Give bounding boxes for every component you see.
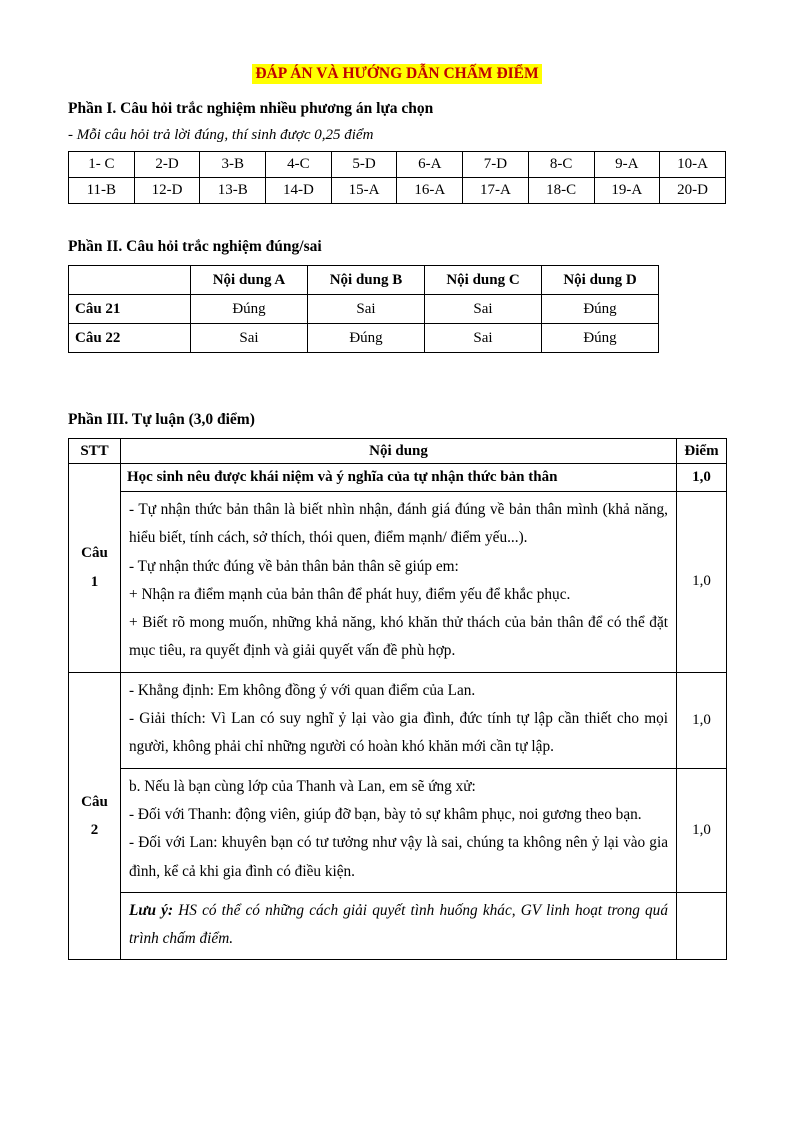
cau2-block1-line: - Khẳng định: Em không đồng ý với quan điểm của Lan. xyxy=(129,681,476,699)
cau1-label-num: 1 xyxy=(90,573,99,590)
answer-cell: 12-D xyxy=(134,178,200,204)
part3-header-row xyxy=(69,439,727,464)
part3-col-stt: STT xyxy=(69,439,121,464)
cau1-label-word: Câu xyxy=(81,545,108,562)
cau1-criterion-score: 1,0 xyxy=(677,464,727,492)
truefalse-cell: Sai xyxy=(191,324,308,353)
truefalse-cell: Đúng xyxy=(191,295,308,324)
answer-cell: 6-A xyxy=(397,152,463,178)
note-text: HS có thể có những cách giải quyết tình huống khác, GV linh hoạt trong quá trình chấm điểm. xyxy=(129,901,668,948)
title-row xyxy=(68,64,726,84)
answer-cell: 19-A xyxy=(594,178,660,204)
part2-header-cell: Nội dung C xyxy=(425,266,542,295)
answer-row-2 xyxy=(69,178,726,204)
cau2-label-num: 2 xyxy=(90,822,99,839)
part2-header-cell: Nội dung A xyxy=(191,266,308,295)
answer-cell: 1- C xyxy=(69,152,135,178)
cau2-block2-line: - Đối với Lan: khuyên bạn có tư tưởng như vậy là sai, chúng ta không nên ỷ lại vào gia đình, kể cả khi gia đình có điều kiện. xyxy=(129,834,668,880)
note-label: Lưu ý: xyxy=(129,901,174,919)
part1-note: - Mỗi câu hỏi trả lời đúng, thí sinh được 0,25 điểm xyxy=(68,127,374,143)
part1-answer-table xyxy=(68,151,726,204)
document-title: ĐÁP ÁN VÀ HƯỚNG DẪN CHẤM ĐIỂM xyxy=(252,64,541,84)
cau1-body-line: - Tự nhận thức bản thân là biết nhìn nhận, đánh giá đúng về bản thân mình (khả năng, hiểu biết, tính cách, sở thích, thói quen, điểm mạnh/ điểm yếu...). xyxy=(129,501,668,547)
cau1-body-line: - Tự nhận thức đúng về bản thân bản thân sẽ giúp em: xyxy=(129,557,459,575)
part2-header-cell: Nội dung B xyxy=(308,266,425,295)
cau2-block2-row xyxy=(69,768,727,892)
answer-cell: 16-A xyxy=(397,178,463,204)
answer-cell: 3-B xyxy=(200,152,266,178)
answer-cell: 14-D xyxy=(266,178,332,204)
cau2-block2-line: - Đối với Thanh: động viên, giúp đỡ bạn, bày tỏ sự khâm phục, noi gương theo bạn. xyxy=(129,805,642,823)
part3-col-score: Điểm xyxy=(677,439,727,464)
cau2-block2-line: b. Nếu là bạn cùng lớp của Thanh và Lan, em sẽ ứng xử: xyxy=(129,777,476,795)
cau2-label-word: Câu xyxy=(81,793,108,810)
cau1-body-score: 1,0 xyxy=(677,492,727,673)
cau1-body-line: + Nhận ra điểm mạnh của bản thân để phát huy, điểm yếu để khắc phục. xyxy=(129,585,571,603)
answer-cell: 5-D xyxy=(331,152,397,178)
answer-cell: 13-B xyxy=(200,178,266,204)
cau1-label-cell xyxy=(69,464,121,673)
cau2-block1-line: - Giải thích: Vì Lan có suy nghĩ ỷ lại vào gia đình, đức tính tự lập cần thiết cho mọi người, không phải chỉ những người có hoàn khó khăn mới cần tự lập. xyxy=(129,710,668,756)
cau1-body-cell xyxy=(121,492,677,673)
part2-truefalse-table xyxy=(68,265,659,353)
cau2-note-row xyxy=(69,892,727,960)
part2-row-22 xyxy=(69,324,659,353)
cau1-criterion-text: Học sinh nêu được khái niệm và ý nghĩa của tự nhận thức bản thân xyxy=(121,464,677,492)
cau1-body-row xyxy=(69,492,727,673)
cau1-body-line: + Biết rõ mong muốn, những khả năng, khó khăn thử thách của bản thân để có thể đặt mục tiêu, ra quyết định và giải quyết vấn đề phù hợp. xyxy=(129,614,668,660)
cau2-block2-cell xyxy=(121,768,677,892)
answer-cell: 18-C xyxy=(528,178,594,204)
answer-cell: 4-C xyxy=(266,152,332,178)
cau2-label-cell xyxy=(69,672,121,960)
cau2-note-cell xyxy=(121,892,677,960)
part2-row-label: Câu 22 xyxy=(69,324,191,353)
cau2-block2-score: 1,0 xyxy=(677,768,727,892)
truefalse-cell: Sai xyxy=(308,295,425,324)
part2-row-label: Câu 21 xyxy=(69,295,191,324)
part3-col-content: Nội dung xyxy=(121,439,677,464)
answer-cell: 20-D xyxy=(660,178,726,204)
answer-cell: 15-A xyxy=(331,178,397,204)
part2-header-empty xyxy=(69,266,191,295)
truefalse-cell: Đúng xyxy=(542,295,659,324)
truefalse-cell: Đúng xyxy=(308,324,425,353)
answer-cell: 7-D xyxy=(463,152,529,178)
part3-heading: Phần III. Tự luận (3,0 điểm) xyxy=(68,411,255,428)
cau2-block1-score: 1,0 xyxy=(677,672,727,768)
answer-cell: 11-B xyxy=(69,178,135,204)
cau2-block1-row xyxy=(69,672,727,768)
answer-cell: 9-A xyxy=(594,152,660,178)
cau2-note-score xyxy=(677,892,727,960)
cau2-block1-cell xyxy=(121,672,677,768)
truefalse-cell: Sai xyxy=(425,295,542,324)
answer-row-1 xyxy=(69,152,726,178)
cau1-title-row xyxy=(69,464,727,492)
answer-cell: 2-D xyxy=(134,152,200,178)
part2-header-cell: Nội dung D xyxy=(542,266,659,295)
answer-cell: 8-C xyxy=(528,152,594,178)
part2-heading: Phần II. Câu hỏi trắc nghiệm đúng/sai xyxy=(68,238,322,255)
part2-row-21 xyxy=(69,295,659,324)
answer-cell: 10-A xyxy=(660,152,726,178)
part1-heading: Phần I. Câu hỏi trắc nghiệm nhiều phương án lựa chọn xyxy=(68,100,434,117)
answer-cell: 17-A xyxy=(463,178,529,204)
truefalse-cell: Đúng xyxy=(542,324,659,353)
part3-essay-table xyxy=(68,438,727,960)
part2-header-row xyxy=(69,266,659,295)
truefalse-cell: Sai xyxy=(425,324,542,353)
